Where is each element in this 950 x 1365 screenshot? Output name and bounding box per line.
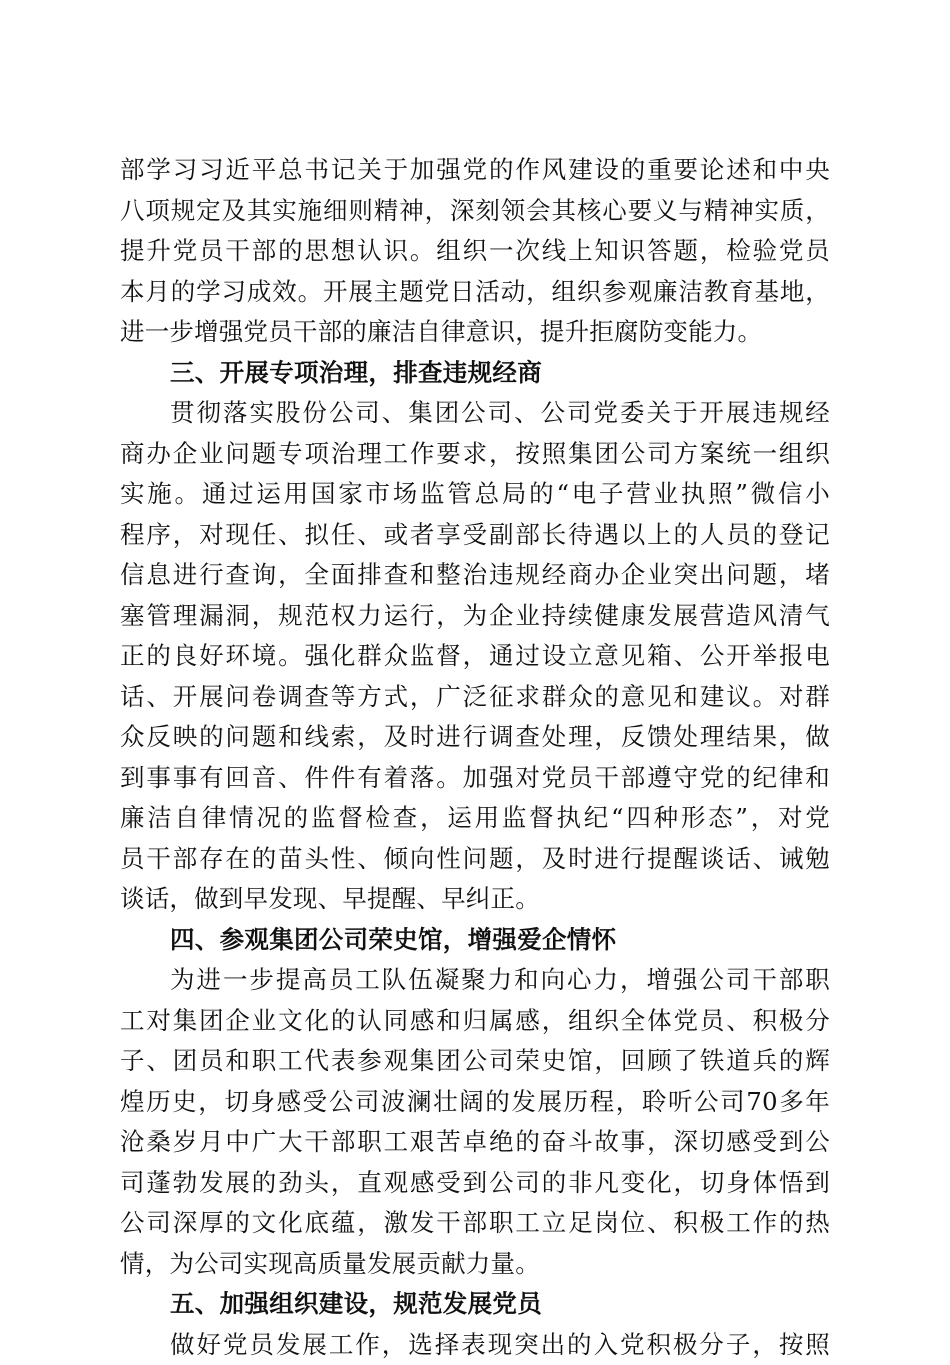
- text-line: 公司深厚的文化底蕴，激发干部职工立足岗位、积极工作的热: [120, 1203, 830, 1244]
- text-line: 话、开展问卷调查等方式，广泛征求群众的意见和建议。对群: [120, 677, 830, 718]
- text-line: 为进一步提高员工队伍凝聚力和向心力，增强公司干部职: [120, 960, 830, 1001]
- text-line: 正的良好环境。强化群众监督，通过设立意见箱、公开举报电: [120, 636, 830, 677]
- text-line: 八项规定及其实施细则精神，深刻领会其核心要义与精神实质，: [120, 191, 830, 232]
- text-line: 实施。通过运用国家市场监管总局的“电子营业执照”微信小: [120, 474, 830, 515]
- text-line: 众反映的问题和线索，及时进行调查处理，反馈处理结果，做: [120, 717, 830, 758]
- text-line: 进一步增强党员干部的廉洁自律意识，提升拒腐防变能力。: [120, 312, 830, 353]
- paragraph-history-museum: [120, 960, 830, 1284]
- text-line: 谈话，做到早发现、早提醒、早纠正。: [120, 879, 830, 920]
- text-line: 塞管理漏洞，规范权力运行，为企业持续健康发展营造风清气: [120, 596, 830, 637]
- document-page: [120, 150, 830, 1365]
- text-line: 到事事有回音、件件有着落。加强对党员干部遵守党的纪律和: [120, 758, 830, 799]
- text-line: 商办企业问题专项治理工作要求，按照集团公司方案统一组织: [120, 434, 830, 475]
- text-line: 贯彻落实股份公司、集团公司、公司党委关于开展违规经: [120, 393, 830, 434]
- text-line: 部学习习近平总书记关于加强党的作风建设的重要论述和中央: [120, 150, 830, 191]
- text-line: 沧桑岁月中广大干部职工艰苦卓绝的奋斗故事，深切感受到公: [120, 1122, 830, 1163]
- text-line: 子、团员和职工代表参观集团公司荣史馆，回顾了铁道兵的辉: [120, 1041, 830, 1082]
- text-line: 煌历史，切身感受公司波澜壮阔的发展历程，聆听公司70多年: [120, 1082, 830, 1123]
- paragraph-party-development: [120, 1325, 830, 1365]
- text-line: 程序，对现任、拟任、或者享受副部长待遇以上的人员的登记: [120, 515, 830, 556]
- section-heading-3: 三、开展专项治理，排查违规经商: [120, 353, 830, 394]
- section-heading-4: 四、参观集团公司荣史馆，增强爱企情怀: [120, 920, 830, 961]
- text-line: 本月的学习成效。开展主题党日活动，组织参观廉洁教育基地，: [120, 272, 830, 313]
- paragraph-special-governance: [120, 393, 830, 920]
- text-line: 工对集团企业文化的认同感和归属感，组织全体党员、积极分: [120, 1001, 830, 1042]
- text-line: 员干部存在的苗头性、倾向性问题，及时进行提醒谈话、诫勉: [120, 839, 830, 880]
- text-line: 廉洁自律情况的监督检查，运用监督执纪“四种形态”，对党: [120, 798, 830, 839]
- text-line: 提升党员干部的思想认识。组织一次线上知识答题，检验党员: [120, 231, 830, 272]
- text-line: 做好党员发展工作，选择表现突出的入党积极分子，按照: [120, 1325, 830, 1365]
- text-line: 信息进行查询，全面排查和整治违规经商办企业突出问题，堵: [120, 555, 830, 596]
- paragraph-study: [120, 150, 830, 353]
- section-heading-5: 五、加强组织建设，规范发展党员: [120, 1284, 830, 1325]
- text-line: 情，为公司实现高质量发展贡献力量。: [120, 1244, 830, 1285]
- text-line: 司蓬勃发展的劲头，直观感受到公司的非凡变化，切身体悟到: [120, 1163, 830, 1204]
